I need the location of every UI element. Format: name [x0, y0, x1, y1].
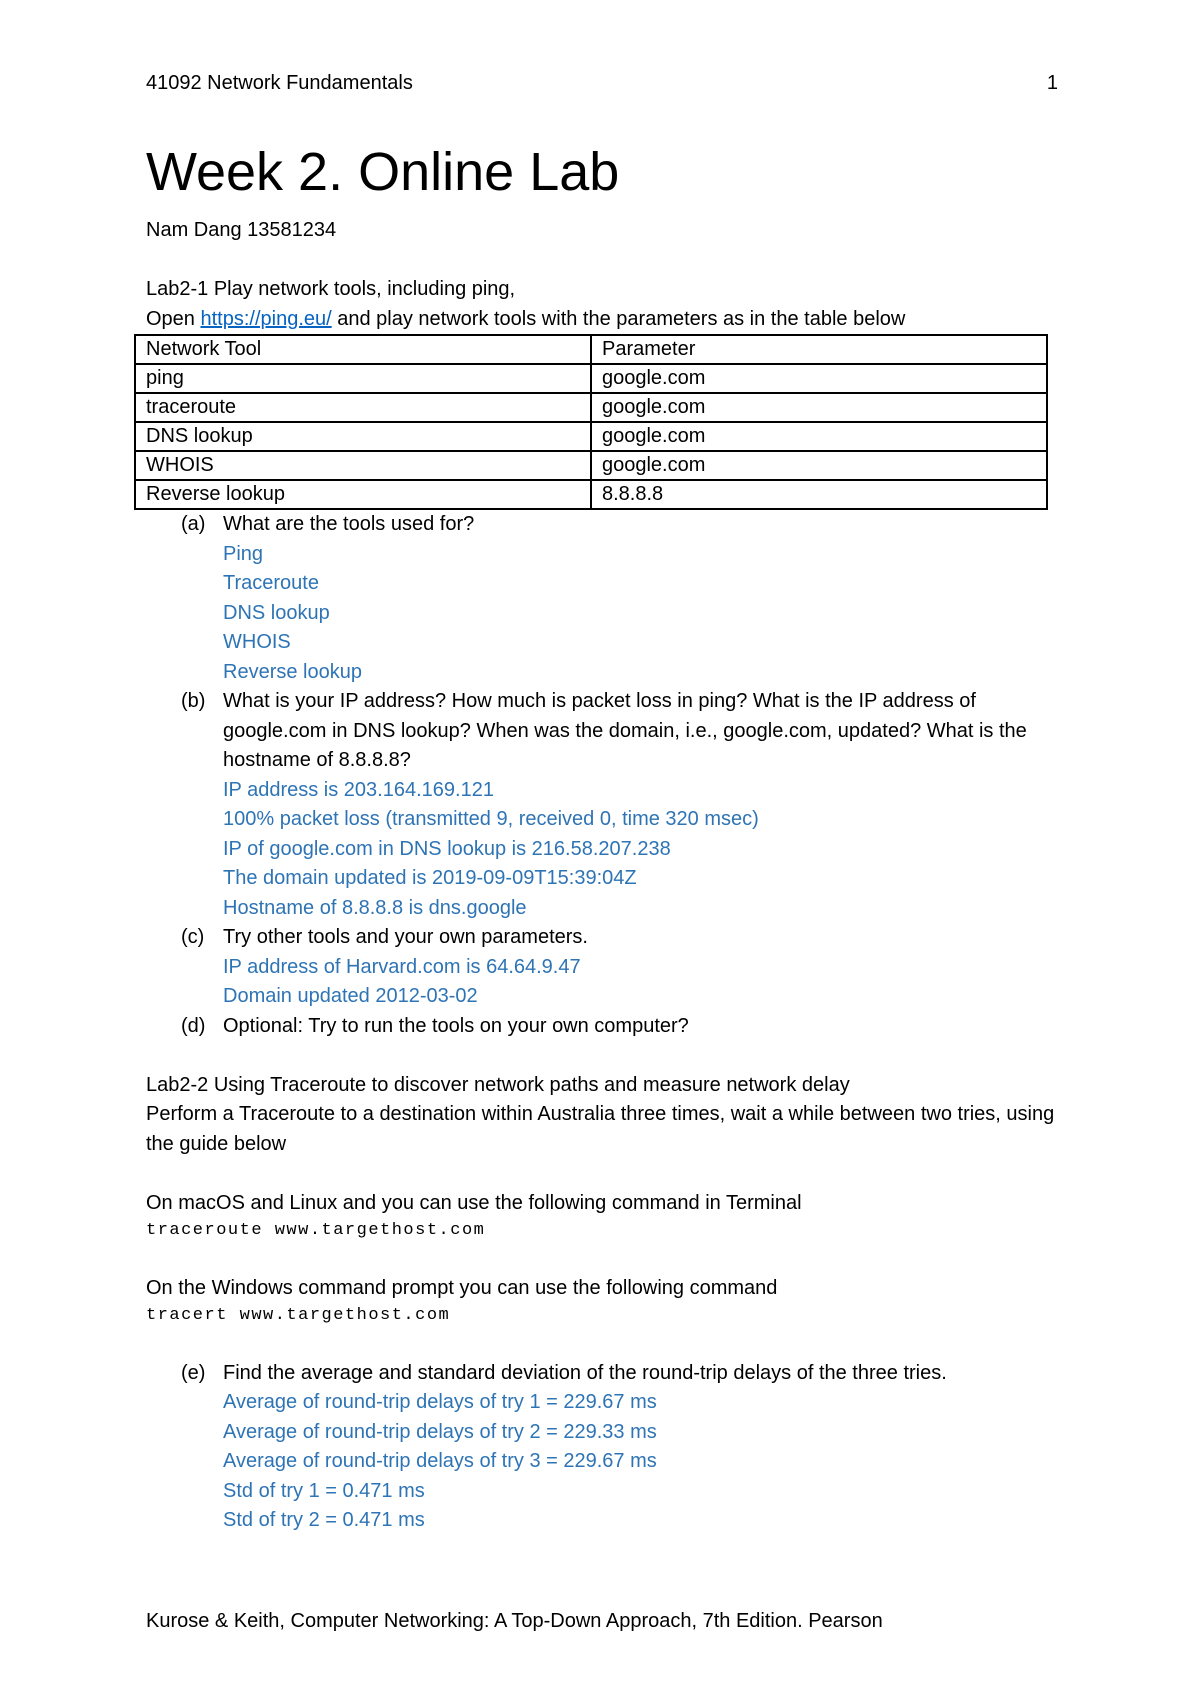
spacer [146, 1329, 1058, 1359]
answer-line: IP address is 203.164.169.121 [223, 778, 494, 801]
table-row [135, 451, 1047, 480]
answer-line: Average of round-trip delays of try 1 = 229.67 ms [223, 1391, 657, 1413]
spacer [146, 246, 1058, 276]
answer-line: 100% packet loss (transmitted 9, received 0, time 320 msec) [223, 808, 759, 830]
page-number: 1 [1046, 72, 1058, 94]
question-a [146, 510, 1058, 540]
question-text: What are the tools used for? [223, 513, 475, 535]
page-header [146, 72, 1058, 95]
answer-line: IP of google.com in DNS lookup is 216.58.207.238 [223, 837, 671, 860]
question-b [146, 687, 1058, 776]
answer-line: WHOIS [223, 631, 291, 653]
open-prefix: Open [146, 307, 201, 330]
answer-line: Average of round-trip delays of try 3 = 229.67 ms [223, 1450, 657, 1472]
lab2-intro: Perform a Traceroute to a destination within Australia three times, wait a while between two tries, using the guide below [146, 1103, 1055, 1155]
lab1-heading: Lab2-1 Play network tools, including ping, [146, 278, 516, 300]
answer-line: IP address of Harvard.com is 64.64.9.47 [223, 955, 581, 978]
question-e [146, 1359, 1058, 1389]
spacer [146, 1244, 1058, 1274]
question-d [146, 1012, 1058, 1042]
question-text: Find the average and standard deviation of the round-trip delays of the three tries. [223, 1361, 947, 1384]
network-tools-table [134, 334, 1048, 510]
spacer [146, 1159, 1058, 1189]
question-text: Optional: Try to run the tools on your own computer? [223, 1014, 689, 1037]
question-c [146, 923, 1058, 953]
table-row [135, 422, 1047, 451]
answer-line: Domain updated 2012-03-02 [223, 985, 478, 1007]
windows-command: tracert www.targethost.com [146, 1306, 451, 1325]
spacer [146, 1041, 1058, 1071]
question-text: What is your IP address? How much is packet loss in ping? What is the IP address of google.com in DNS lookup? When was the domain, i.e., google.com, updated? What is the hostname of 8.8.8.8? [223, 690, 1027, 771]
ping-eu-link[interactable]: https://ping.eu/ [200, 307, 332, 330]
table-cell: Reverse lookup [135, 480, 591, 509]
answer-line: Average of round-trip delays of try 2 = 229.33 ms [223, 1420, 657, 1443]
answer-line: Traceroute [223, 572, 319, 594]
table-row [135, 364, 1047, 393]
open-suffix: and play network tools with the parameters as in the table below [331, 307, 906, 330]
document-title: Week 2. Online Lab [146, 142, 620, 202]
table-cell: ping [135, 364, 591, 393]
table-cell: DNS lookup [135, 422, 591, 451]
page-footer: Kurose & Keith, Computer Networking: A Top-Down Approach, 7th Edition. Pearson [146, 1610, 883, 1632]
course-title: 41092 Network Fundamentals [146, 72, 413, 94]
answer-line: DNS lookup [223, 601, 330, 624]
mac-instructions: On macOS and Linux and you can use the following command in Terminal [146, 1191, 802, 1214]
table-header-cell: Network Tool [135, 335, 591, 364]
answer-line: Reverse lookup [223, 660, 362, 683]
answer-line: Hostname of 8.8.8.8 is dns.google [223, 896, 527, 919]
table-row [135, 480, 1047, 509]
table-cell: traceroute [135, 393, 591, 422]
question-label: (d) [181, 1014, 206, 1037]
mac-command: traceroute www.targethost.com [146, 1221, 486, 1240]
table-row [135, 393, 1047, 422]
question-label: (a) [181, 513, 206, 535]
answer-line: The domain updated is 2019-09-09T15:39:04Z [223, 867, 637, 889]
table-cell: google.com [591, 451, 1047, 480]
question-label: (b) [181, 690, 206, 712]
answer-line: Std of try 2 = 0.471 ms [223, 1509, 425, 1531]
author-line: Nam Dang 13581234 [146, 219, 337, 241]
lab1-open-line [146, 305, 1058, 335]
question-label: (e) [181, 1361, 206, 1384]
table-cell: google.com [591, 393, 1047, 422]
table-header-row [135, 335, 1047, 364]
windows-instructions: On the Windows command prompt you can use the following command [146, 1276, 778, 1299]
table-cell: WHOIS [135, 451, 591, 480]
answer-line: Std of try 1 = 0.471 ms [223, 1479, 425, 1502]
document-body [146, 140, 1058, 1536]
question-label: (c) [181, 926, 205, 948]
table-header-cell: Parameter [591, 335, 1047, 364]
lab2-heading: Lab2-2 Using Traceroute to discover network paths and measure network delay [146, 1073, 850, 1096]
answer-line: Ping [223, 542, 264, 565]
table-cell: google.com [591, 364, 1047, 393]
table-cell: 8.8.8.8 [591, 480, 1047, 509]
table-cell: google.com [591, 422, 1047, 451]
question-text: Try other tools and your own parameters. [223, 926, 588, 948]
